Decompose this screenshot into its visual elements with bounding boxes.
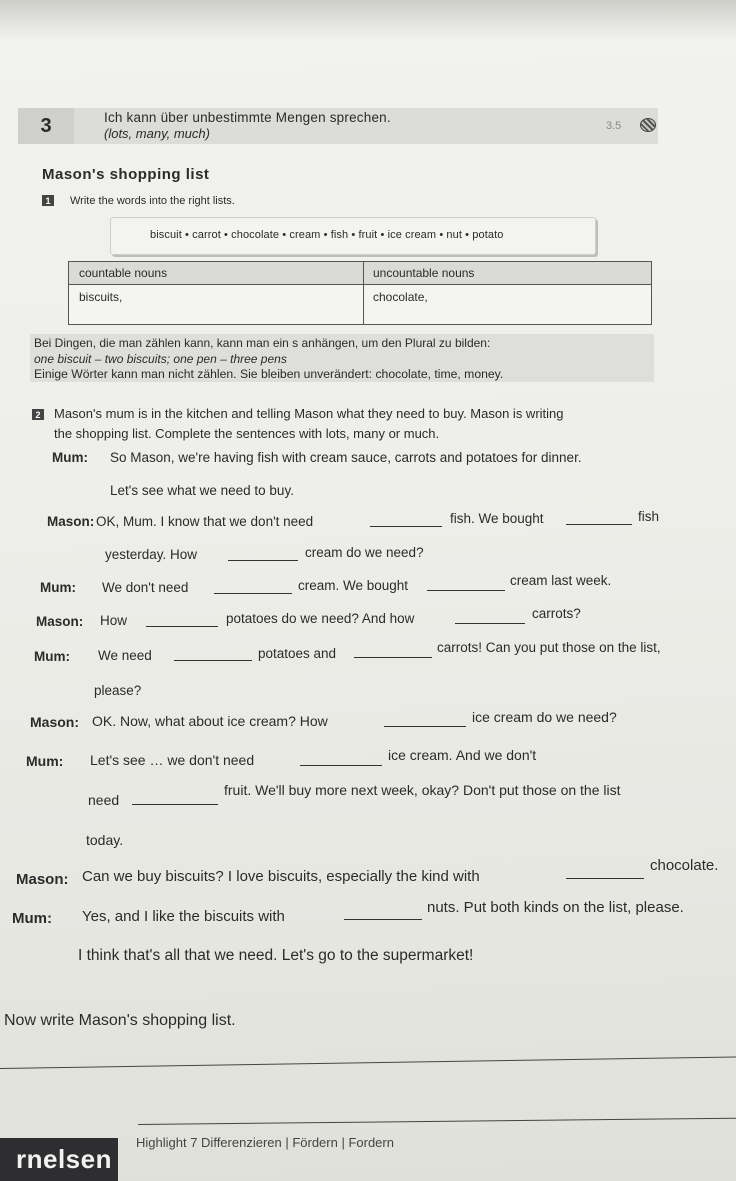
dialogue-text: carrots? xyxy=(532,606,581,621)
cell-countable[interactable]: biscuits, xyxy=(79,290,123,304)
dialogue-text: Can we buy biscuits? I love biscuits, especially the kind with xyxy=(82,868,480,885)
answer-gap[interactable] xyxy=(228,560,298,561)
dialogue-line: please? xyxy=(94,683,142,698)
answer-gap[interactable] xyxy=(344,919,422,920)
dialogue-text: We don't need xyxy=(102,580,189,595)
header-countable: countable nouns xyxy=(79,266,168,280)
grammar-line-3: Einige Wörter kann man nicht zählen. Sie bleiben unverändert: chocolate, time, money. xyxy=(34,367,504,381)
answer-gap[interactable] xyxy=(132,804,218,805)
dialogue-text: ice cream. And we don't xyxy=(388,747,537,763)
grammar-line-2: one biscuit – two biscuits; one pen – three pens xyxy=(34,352,287,366)
publisher-logo: rnelsen xyxy=(0,1138,118,1181)
answer-gap[interactable] xyxy=(300,765,382,766)
dialogue-text: cream last week. xyxy=(510,573,612,588)
speaker-mason: Mason: xyxy=(30,714,79,730)
answer-gap[interactable] xyxy=(370,526,442,527)
exercise-1-instruction: Write the words into the right lists. xyxy=(70,195,235,207)
answer-line-1[interactable] xyxy=(0,1056,736,1069)
answer-gap[interactable] xyxy=(354,657,432,658)
dialogue-text: chocolate. xyxy=(650,857,719,874)
footer-text: Highlight 7 Differenzieren | Fördern | Fordern xyxy=(136,1135,394,1150)
answer-line-2[interactable] xyxy=(138,1118,736,1125)
unit-code: 3.5 xyxy=(606,120,622,132)
unit-subtitle: (lots, many, much) xyxy=(104,126,210,141)
speaker-mason: Mason: xyxy=(36,614,84,629)
dialogue-text: potatoes and xyxy=(258,646,337,661)
answer-gap[interactable] xyxy=(455,623,525,624)
speaker-mum: Mum: xyxy=(40,580,76,595)
dialogue-line: today. xyxy=(86,832,124,848)
section-title: Mason's shopping list xyxy=(42,166,210,183)
dialogue-text: fish xyxy=(638,509,660,524)
dialogue-line: Let's see what we need to buy. xyxy=(110,483,294,498)
dialogue-text: We need xyxy=(98,648,152,663)
dialogue-text: Let's see … we don't need xyxy=(90,752,255,768)
dialogue-text: fruit. We'll buy more next week, okay? Don't put those on the list xyxy=(224,782,621,798)
dialogue-line: So Mason, we're having fish with cream sauce, carrots and potatoes for dinner. xyxy=(110,450,582,465)
speaker-mum: Mum: xyxy=(26,753,64,769)
page-shadow xyxy=(0,0,736,40)
speaker-mum: Mum: xyxy=(52,450,88,465)
speaker-mum: Mum: xyxy=(12,910,52,927)
word-box-text: biscuit • carrot • chocolate • cream • fish • fruit • ice cream • nut • potato xyxy=(150,229,504,241)
dialogue-text: How xyxy=(100,613,128,628)
exercise-1-number: 1 xyxy=(42,195,54,206)
dialogue-text: fish. We bought xyxy=(450,511,544,526)
exercise-2-instruction-1: Mason's mum is in the kitchen and telling Mason what they need to buy. Mason is writing xyxy=(54,406,564,421)
answer-gap[interactable] xyxy=(566,524,632,525)
hatched-circle-icon xyxy=(640,118,656,132)
dialogue-text: OK. Now, what about ice cream? How xyxy=(92,713,328,729)
dialogue-text: cream do we need? xyxy=(305,545,424,560)
answer-gap[interactable] xyxy=(146,626,218,627)
table-divider xyxy=(363,262,364,324)
final-instruction: Now write Mason's shopping list. xyxy=(4,1012,236,1029)
speaker-mum: Mum: xyxy=(34,649,70,664)
dialogue-text: need xyxy=(88,792,120,808)
exercise-2-number: 2 xyxy=(32,409,44,420)
answer-gap[interactable] xyxy=(566,878,644,879)
dialogue-text: ice cream do we need? xyxy=(472,709,617,725)
dialogue-text: OK, Mum. I know that we don't need xyxy=(96,514,314,529)
speaker-mason: Mason: xyxy=(16,871,69,888)
dialogue-line: I think that's all that we need. Let's go to the supermarket! xyxy=(78,947,474,964)
dialogue-text: Yes, and I like the biscuits with xyxy=(82,908,285,925)
dialogue-text: cream. We bought xyxy=(298,578,409,593)
dialogue-text: yesterday. How xyxy=(105,547,198,562)
nouns-table xyxy=(68,261,652,325)
answer-gap[interactable] xyxy=(427,590,505,591)
dialogue-text: nuts. Put both kinds on the list, please. xyxy=(427,899,684,916)
unit-number: 3 xyxy=(18,108,74,144)
cell-uncountable[interactable]: chocolate, xyxy=(373,290,428,304)
dialogue-text: carrots! Can you put those on the list, xyxy=(437,640,661,655)
header-uncountable: uncountable nouns xyxy=(373,266,475,280)
answer-gap[interactable] xyxy=(214,593,292,594)
answer-gap[interactable] xyxy=(384,726,466,727)
exercise-2-instruction-2: the shopping list. Complete the sentences with lots, many or much. xyxy=(54,426,440,441)
dialogue-text: potatoes do we need? And how xyxy=(226,611,415,626)
grammar-line-1: Bei Dingen, die man zählen kann, kann man ein s anhängen, um den Plural zu bilden: xyxy=(34,336,491,350)
unit-title: Ich kann über unbestimmte Mengen sprechen. xyxy=(104,110,391,125)
answer-gap[interactable] xyxy=(174,660,252,661)
speaker-mason: Mason: xyxy=(47,514,95,529)
